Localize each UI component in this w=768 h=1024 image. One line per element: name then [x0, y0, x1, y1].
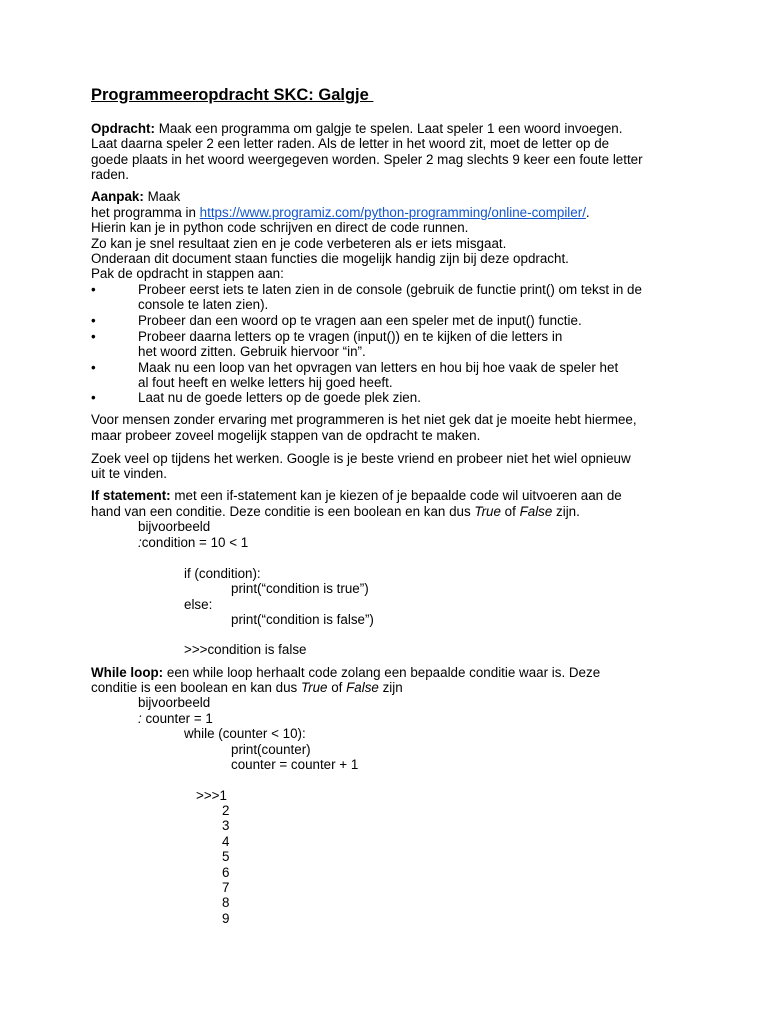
while-output-value: 3	[222, 818, 230, 833]
if-text-end: zijn.	[552, 504, 580, 519]
opdracht-text: Maak een programma om galgje te spelen. Laat speler 1 een woord invoegen.	[158, 121, 623, 136]
opdracht-label: Opdracht:	[91, 121, 155, 136]
compiler-link[interactable]: https://www.programiz.com/python-programming/online-compiler/	[199, 205, 586, 220]
opdracht-line-1	[91, 121, 622, 136]
aanpak-link-suffix: .	[585, 205, 590, 220]
step-2-line-1: Probeer dan een woord op te vragen aan een speler met de input() functie.	[138, 313, 582, 328]
bullet: •	[91, 360, 96, 375]
false-word: False	[346, 680, 379, 695]
while-output-value: 2	[222, 803, 230, 818]
aanpak-line-6: Pak de opdracht in stappen aan:	[91, 266, 284, 281]
step-4-line-2: al fout heeft en welke letters hij goed heeft.	[138, 375, 393, 390]
if-code-5: print(“condition is false”)	[231, 612, 374, 627]
aanpak-line-1	[91, 189, 180, 204]
aanpak-link-prefix: het programma in	[91, 205, 200, 220]
aanpak-line-3: Hierin kan je in python code schrijven en direct de code runnen.	[91, 220, 469, 235]
while-text-end: zijn	[378, 680, 403, 695]
while-code-4: counter = counter + 1	[231, 757, 359, 772]
if-output: >>>condition is false	[184, 642, 307, 657]
output-prefix: >>>	[196, 788, 220, 803]
true-word: True	[474, 504, 501, 519]
opdracht-line-4: raden.	[91, 167, 129, 182]
step-3-line-2: het woord zitten. Gebruik hiervoor “in”.	[138, 344, 366, 359]
while-output-line-1	[196, 788, 227, 803]
bullet: •	[91, 390, 96, 405]
step-1-line-1: Probeer eerst iets te laten zien in de console (gebruik de functie print() om tekst in de	[138, 282, 642, 297]
while-code-2: while (counter < 10):	[184, 726, 306, 741]
while-output-value: 6	[222, 865, 230, 880]
bullet: •	[91, 329, 96, 344]
while-output-value: 9	[222, 911, 230, 926]
para1-line-1: Voor mensen zonder ervaring met programmeren is het niet gek dat je moeite hebt hiermee,	[91, 412, 637, 427]
while-example-label: bijvoorbeeld	[138, 695, 211, 710]
true-word: True	[300, 680, 328, 695]
if-code-3: print(“condition is true”)	[231, 581, 369, 596]
while-code-3: print(counter)	[231, 742, 311, 757]
while-output-value: 8	[222, 895, 230, 910]
if-code-2: if (condition):	[184, 566, 261, 581]
code-line: counter = 1	[141, 711, 213, 726]
step-1-line-2: console te laten zien).	[138, 297, 269, 312]
while-label: While loop:	[91, 665, 164, 680]
if-line-2	[91, 504, 580, 519]
aanpak-label: Aanpak:	[91, 189, 144, 204]
aanpak-line-4: Zo kan je snel resultaat zien en je code verbeteren als er iets misgaat.	[91, 236, 507, 251]
bullet: •	[91, 313, 96, 328]
while-line-2	[91, 680, 403, 695]
step-3-line-1: Probeer daarna letters op te vragen (input()) en te kijken of die letters in	[138, 329, 563, 344]
if-label: If statement:	[91, 488, 171, 503]
if-code-4: else:	[184, 597, 213, 612]
colon: :	[138, 535, 142, 550]
false-word: False	[519, 504, 553, 519]
para2-line-2: uit te vinden.	[91, 466, 167, 481]
page-title: Programmeeropdracht SKC: Galgje	[91, 86, 374, 104]
colon: :	[138, 711, 142, 726]
while-text: een while loop herhaalt code zolang een bepaalde conditie waar is. Deze	[166, 665, 601, 680]
if-code-1	[138, 535, 248, 550]
step-5-line-1: Laat nu de goede letters op de goede plek zien.	[138, 390, 421, 405]
while-output-value: 5	[222, 849, 230, 864]
while-text-2: conditie is een boolean en kan dus	[91, 680, 301, 695]
bullet: •	[91, 282, 96, 297]
of-word: of	[327, 680, 347, 695]
if-example-label: bijvoorbeeld	[138, 519, 211, 534]
code-line: condition = 10 < 1	[141, 535, 249, 550]
of-word: of	[500, 504, 520, 519]
output-value: 1	[219, 788, 227, 803]
while-output-value: 4	[222, 834, 230, 849]
aanpak-text: Maak	[147, 189, 181, 204]
aanpak-line-5: Onderaan dit document staan functies die mogelijk handig zijn bij deze opdracht.	[91, 251, 569, 266]
para2-line-1: Zoek veel op tijdens het werken. Google is je beste vriend en probeer niet het wiel opnieuw	[91, 451, 631, 466]
aanpak-line-2	[91, 205, 590, 220]
while-output-value: 7	[222, 880, 230, 895]
step-4-line-1: Maak nu een loop van het opvragen van letters en hou bij hoe vaak de speler het	[138, 360, 619, 375]
para1-line-2: maar probeer zoveel mogelijk stappen van de opdracht te maken.	[91, 428, 481, 443]
if-text-2: hand van een conditie. Deze conditie is een boolean en kan dus	[91, 504, 475, 519]
opdracht-line-3: goede plaats in het woord weergegeven worden. Speler 2 mag slechts 9 keer een foute letter	[91, 152, 643, 167]
if-text: met een if-statement kan je kiezen of je bepaalde code wil uitvoeren aan de	[174, 488, 622, 503]
while-line-1	[91, 665, 600, 680]
opdracht-line-2: Laat daarna speler 2 een letter raden. Als de letter in het woord zit, moet de letter op de	[91, 136, 610, 151]
while-code-1	[138, 711, 213, 726]
if-line-1	[91, 488, 622, 503]
